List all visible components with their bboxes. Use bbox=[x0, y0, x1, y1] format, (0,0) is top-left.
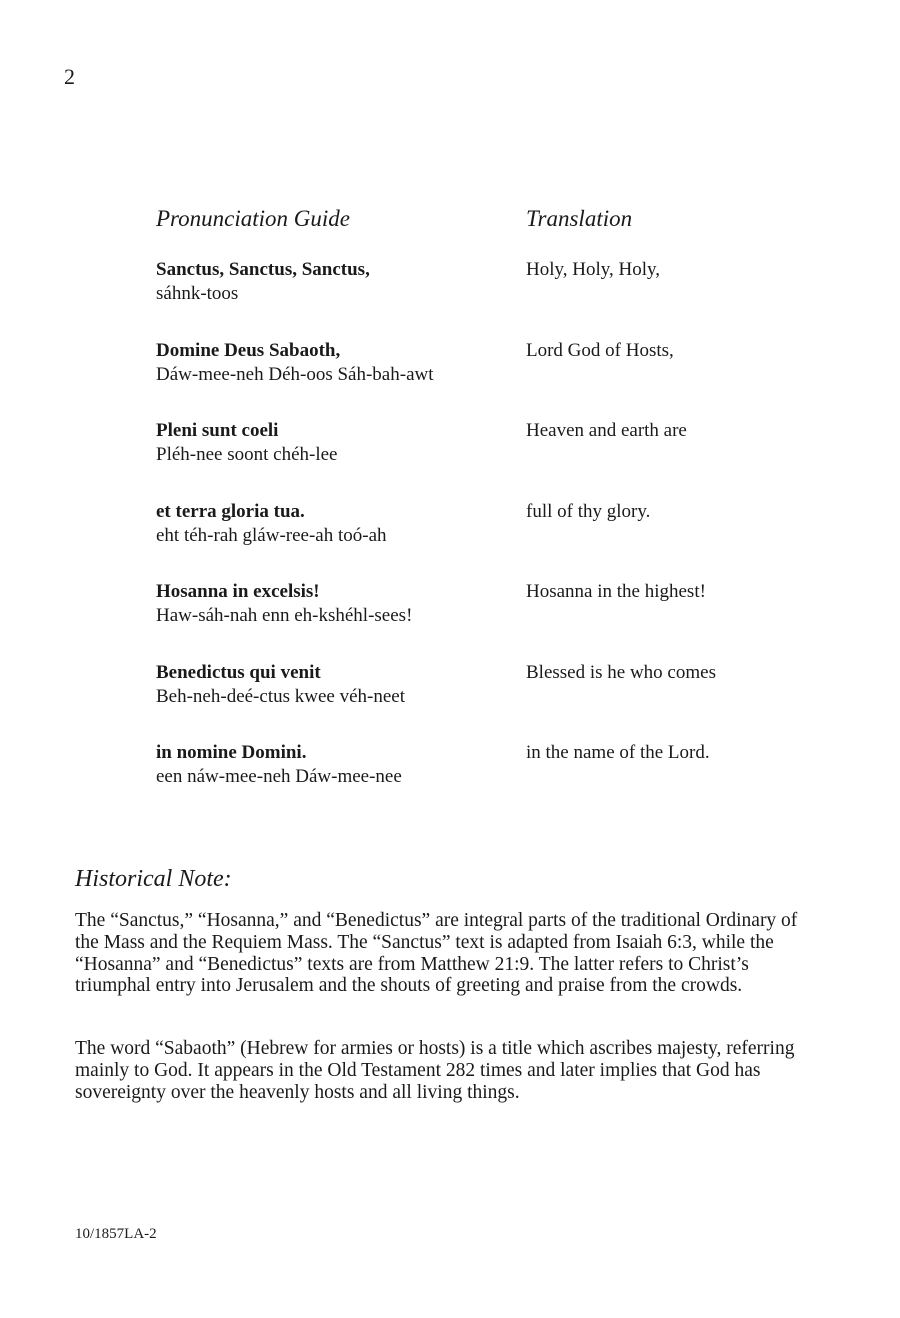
latin-text: Hosanna in excelsis! bbox=[156, 581, 320, 602]
latin-text: Domine Deus Sabaoth, bbox=[156, 339, 341, 361]
latin-text: Sanctus, Sanctus, Sanctus, bbox=[156, 259, 370, 280]
text-row bbox=[156, 580, 796, 661]
translation-text: Holy, Holy, Holy, bbox=[526, 259, 661, 280]
translation-heading: Translation bbox=[526, 206, 633, 231]
historical-note-paragraph-2: The word “Sabaoth” (Hebrew for armies or hosts) is a title which ascribes majesty, referring mainly to God. It appears in the Old Testament 282 times and later implies that God has sovereignty over the heavenly hosts and all living things. bbox=[75, 1038, 795, 1103]
latin-text: Pleni sunt coeli bbox=[156, 420, 279, 441]
text-row bbox=[156, 419, 796, 500]
pronunciation-text: Beh-neh-deé-ctus kwee véh-neet bbox=[156, 685, 405, 707]
text-rows bbox=[156, 258, 796, 822]
text-row bbox=[156, 258, 796, 339]
translation-text: in the name of the Lord. bbox=[526, 742, 710, 763]
pronunciation-text: Pléh-nee soont chéh-lee bbox=[156, 444, 338, 465]
latin-text: in nomine Domini. bbox=[156, 742, 307, 763]
page-number: 2 bbox=[64, 64, 75, 89]
translation-text: Lord God of Hosts, bbox=[526, 339, 674, 361]
translation-text: Hosanna in the highest! bbox=[526, 581, 706, 602]
pronunciation-text: Haw-sáh-nah enn eh-kshéhl-sees! bbox=[156, 605, 413, 626]
latin-text: et terra gloria tua. bbox=[156, 500, 305, 522]
translation-text: Blessed is he who comes bbox=[526, 661, 716, 683]
pronunciation-guide-heading: Pronunciation Guide bbox=[156, 206, 350, 231]
pronunciation-text: een náw-mee-neh Dáw-mee-nee bbox=[156, 766, 402, 787]
translation-text: Heaven and earth are bbox=[526, 420, 687, 441]
translation-text: full of thy glory. bbox=[526, 500, 651, 522]
text-row bbox=[156, 339, 796, 420]
pronunciation-text: Dáw-mee-neh Déh-oos Sáh-bah-awt bbox=[156, 363, 434, 385]
historical-note-paragraph-1: The “Sanctus,” “Hosanna,” and “Benedictus” are integral parts of the traditional Ordinary of the Mass and the Requiem Mass. The “Sanctus” text is adapted from Isaiah 6:3, while the “Hosanna” and “Benedictus” texts are from Matthew 21:9. The latter refers to Christ’s triumphal entry into Jerusalem and the shouts of greeting and praise from the crowds. bbox=[75, 910, 798, 997]
catalog-code: 10/1857LA-2 bbox=[75, 1226, 157, 1242]
text-row bbox=[156, 661, 796, 742]
latin-text: Benedictus qui venit bbox=[156, 661, 321, 683]
pronunciation-text: sáhnk-toos bbox=[156, 283, 239, 304]
text-row bbox=[156, 741, 796, 822]
pronunciation-text: eht téh-rah gláw-ree-ah toó-ah bbox=[156, 524, 387, 546]
historical-note-heading: Historical Note: bbox=[75, 866, 232, 892]
text-row bbox=[156, 500, 796, 581]
